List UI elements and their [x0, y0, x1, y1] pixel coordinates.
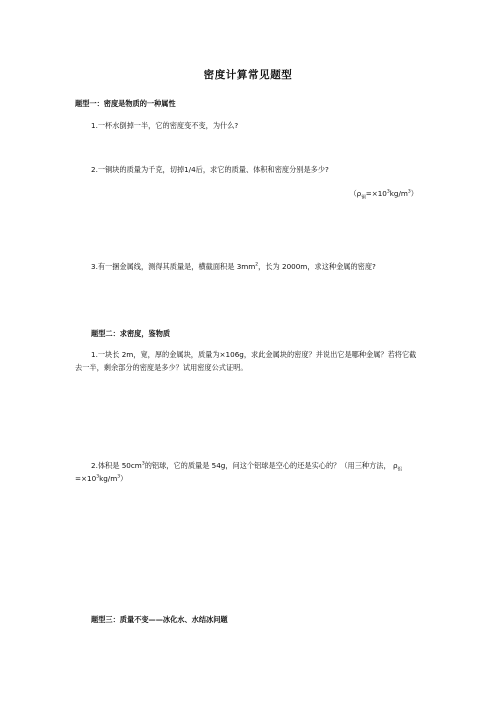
section-heading-1: 题型一：密度是物质的一种属性	[75, 99, 176, 108]
superscript: 3	[117, 474, 121, 480]
question-text: ，长为 2000m，求这种金属的密度?	[258, 262, 376, 271]
question-text: kg/m	[99, 474, 118, 483]
question-text: 1.一块长 2m，宽，厚的金属块，质量为×106g，求此金属块的密度？并说出它是哪种金属？若将它截去一半，剩余部分的密度是多少？试用密度公式证明。	[75, 350, 417, 372]
superscript: 3	[96, 474, 100, 480]
question-1-2: 2.一铜块的质量为千克，切掉1/4后，求它的质量、体积和密度分别是多少?	[91, 165, 329, 174]
subscript: 铝	[397, 467, 403, 473]
question-text: ）	[120, 474, 128, 483]
question-2-1	[75, 348, 420, 374]
formula-text: ）	[410, 189, 418, 198]
section-heading-3: 题型三：质量不变——冰化水、水结冰问题	[91, 615, 228, 624]
formula-subscript: 铜	[361, 195, 366, 201]
question-1-3	[91, 262, 376, 272]
superscript: 2	[255, 262, 259, 268]
question-text: 3.有一捆金属线，测得其质量是，横截面积是 3mm	[91, 262, 256, 271]
formula-superscript: 3	[407, 189, 411, 195]
formula-text: （ρ	[349, 189, 362, 198]
density-formula-copper	[349, 189, 418, 199]
question-text: 的铝球，它的质量是 54g，问这个铝球是空心的还是实心的？（用三种方法， ρ	[144, 461, 398, 470]
question-text: =×10	[75, 474, 97, 483]
page-title: 密度计算常见题型	[203, 69, 293, 81]
formula-text: =×10	[365, 189, 387, 198]
superscript: 3	[141, 461, 145, 467]
question-text: 2.体积是 50cm	[91, 461, 142, 470]
formula-superscript: 3	[386, 189, 390, 195]
question-1-1: 1.一杯水倒掉一半，它的密度变不变，为什么?	[91, 121, 239, 130]
question-2-2	[75, 459, 420, 485]
section-heading-2: 题型二：求密度，鉴物质	[91, 329, 171, 338]
formula-text: kg/m	[389, 189, 408, 198]
